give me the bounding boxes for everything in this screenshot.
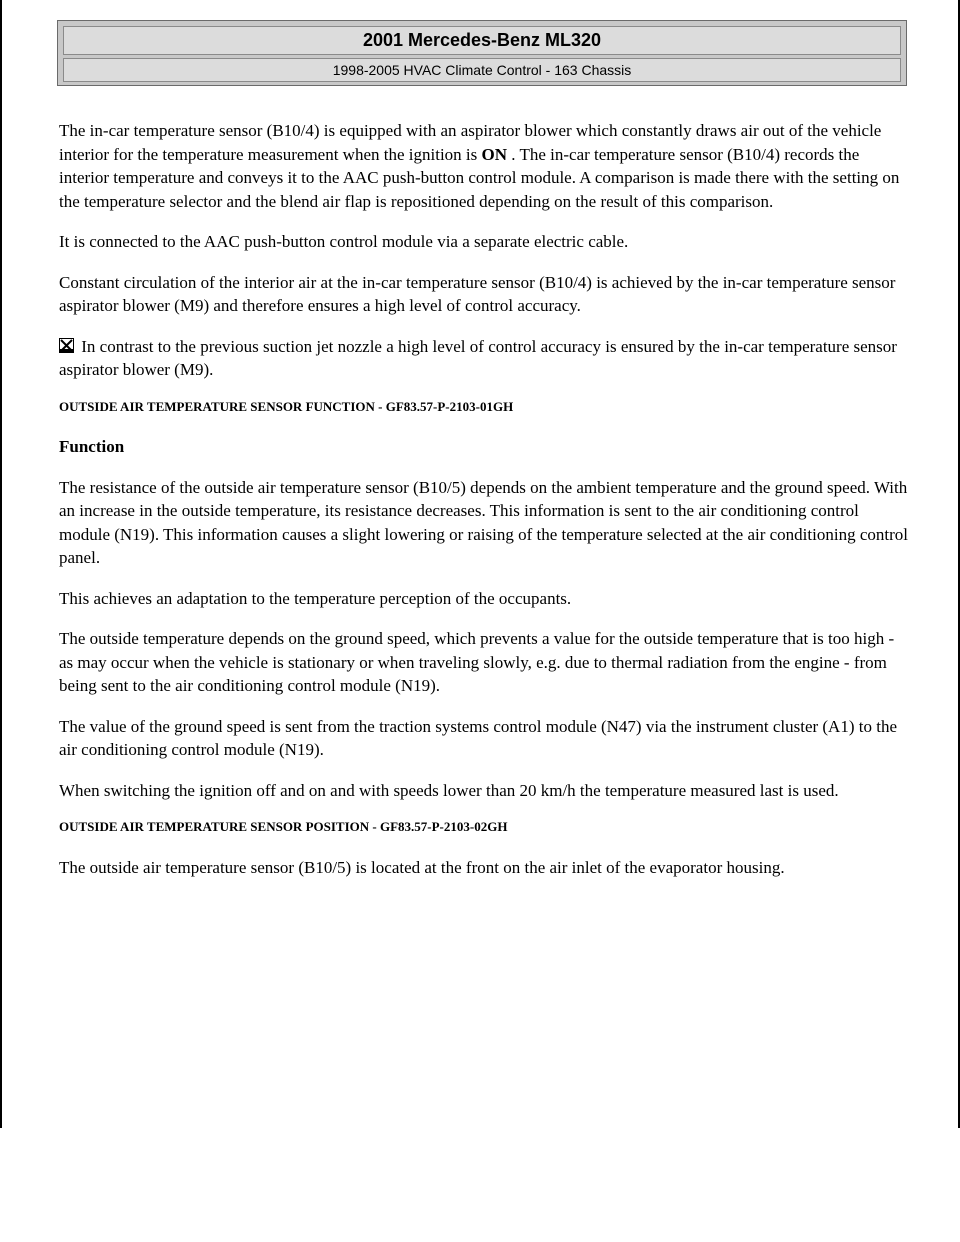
page-border-left	[0, 0, 2, 1128]
paragraph-speed-value: The value of the ground speed is sent from the traction systems control module (N47) via the instrument cluster (A1) to the air conditioning control module (N19).	[59, 716, 897, 759]
paragraph-ignition-switch: When switching the ignition off and on and with speeds lower than 20 km/h the temperature measured last is used.	[59, 780, 839, 800]
paragraph-connection: It is connected to the AAC push-button control module via a separate electric cable.	[59, 232, 629, 251]
note-paragraph: In contrast to the previous suction jet nozzle a high level of control accuracy is ensured by the in-car temperature sensor aspirator blower (M9).	[59, 336, 897, 379]
header-title: 2001 Mercedes-Benz ML320	[63, 26, 901, 55]
heading-function: Function	[59, 436, 125, 456]
page-header	[57, 20, 907, 86]
paragraph-resistance: The resistance of the outside air temperature sensor (B10/5) depends on the ambient temperature and the ground speed. With an increase in the outside temperature, its resistance decreases. This information is sent to the air conditioning control module (N19). This information causes a slight lowering or raising of the temperature selected at the air conditioning control panel.	[59, 477, 908, 567]
ignition-on-text: ON	[481, 144, 508, 164]
note-icon	[59, 336, 74, 351]
heading-sensor-function: OUTSIDE AIR TEMPERATURE SENSOR FUNCTION - GF83.57-P-2103-01GH	[59, 398, 514, 414]
paragraph-location: The outside air temperature sensor (B10/5) is located at the front on the air inlet of the evaporator housing.	[59, 858, 785, 877]
document-body	[59, 119, 909, 897]
header-subtitle: 1998-2005 HVAC Climate Control - 163 Chassis	[63, 58, 901, 82]
paragraph-ground-speed: The outside temperature depends on the ground speed, which prevents a value for the outside temperature that is too high - as may occur when the vehicle is stationary or when traveling slowly, e.g. due to thermal radiation from the engine - from being sent to the air conditioning control module (N19).	[59, 629, 895, 695]
heading-sensor-position: OUTSIDE AIR TEMPERATURE SENSOR POSITION - GF83.57-P-2103-02GH	[59, 819, 508, 834]
paragraph-adaptation: This achieves an adaptation to the temperature perception of the occupants.	[59, 588, 572, 608]
paragraph-in-car-sensor: The in-car temperature sensor (B10/4) is equipped with an aspirator blower which constantly draws air out of the vehicle interior for the temperature measurement when the ignition is ON . The in-car temperature sensor (B10/4) records the interior temperature and conveys it to the AAC push-button control module. A comparison is made there with the setting on the temperature selector and the blend air flap is repositioned depending on the result of this comparison.	[59, 121, 900, 211]
paragraph-circulation: Constant circulation of the interior air at the in-car temperature sensor (B10/4) is achieved by the in-car temperature sensor aspirator blower (M9) and therefore ensures a high level of control accuracy.	[59, 272, 896, 315]
